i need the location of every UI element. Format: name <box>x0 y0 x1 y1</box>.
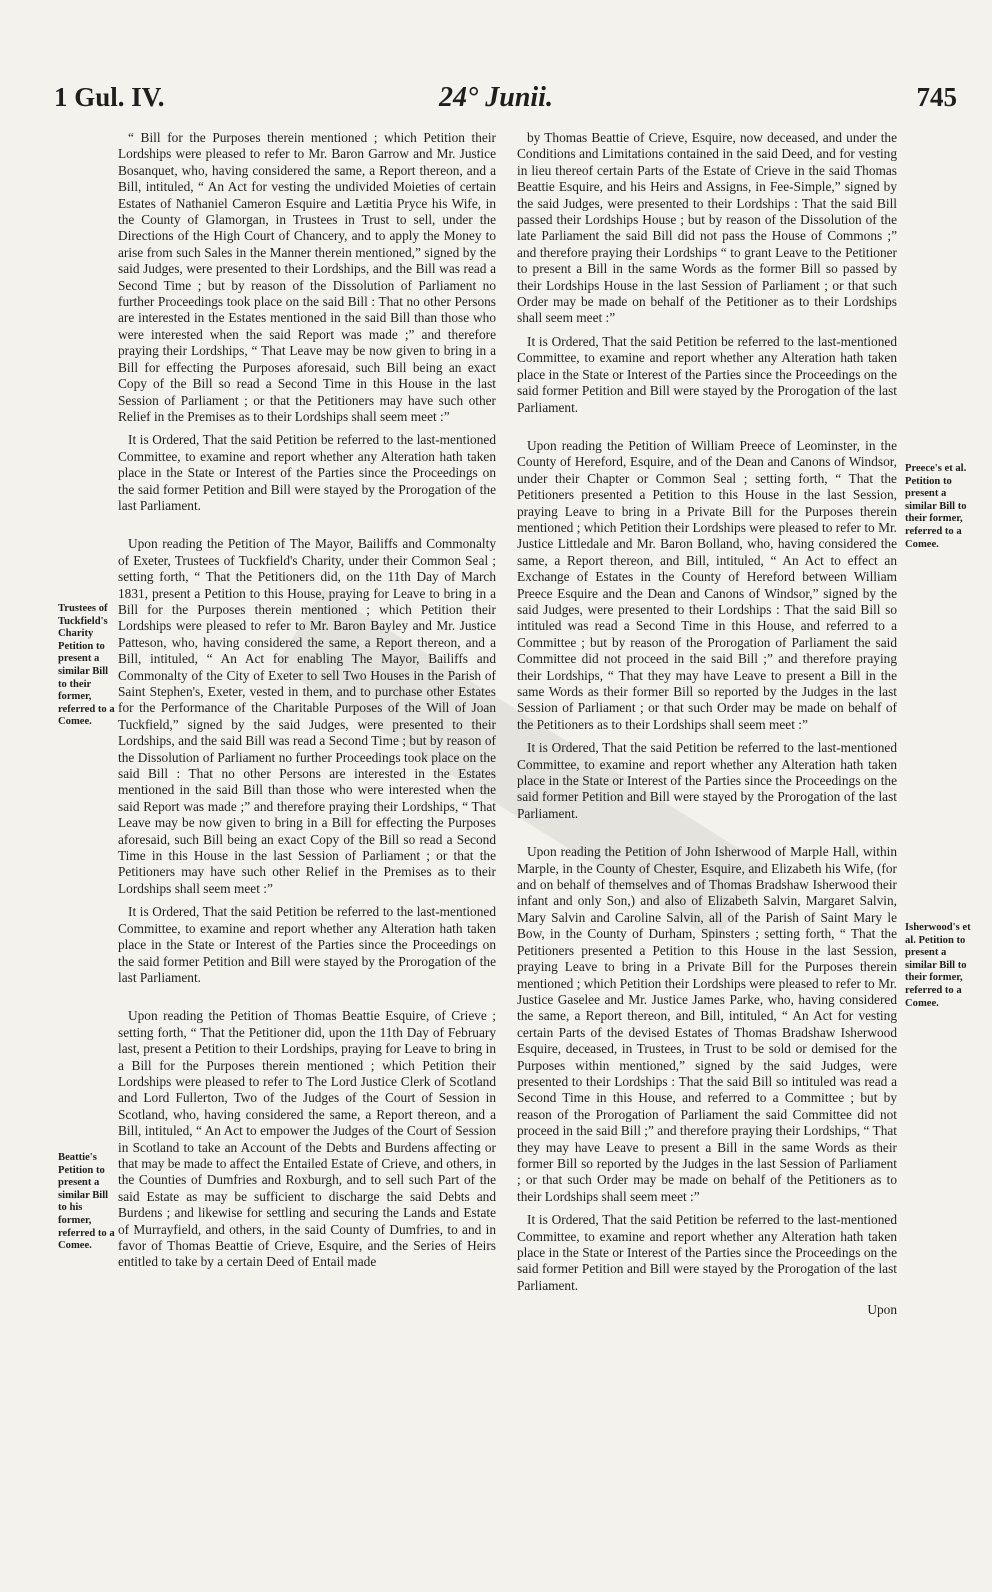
paragraph-order: It is Ordered, That the said Petition be referred to the last-mentioned Committee, to examine and report whether any Alteration hath taken place in the State or Interest of the Parties since the Proceedings on the said former Petition and Bill were stayed by the Prorogation of the last Parliament. <box>517 740 897 821</box>
paragraph-order: It is Ordered, That the said Petition be referred to the last-mentioned Committee, to examine and report whether any Alteration hath taken place in the State or Interest of the Parties since the Proceedings on the said former Petition and Bill were stayed by the Prorogation of the last Parliament. <box>517 1212 897 1293</box>
paragraph-tuckfield-petition: Upon reading the Petition of The Mayor, Bailiffs and Commonalty of Exeter, Trustees of Tuckfield's Charity, under their Common Seal ; setting forth, “ That the Petitioners did, on the 11th Day of March 1831, present a Petition to this House, praying for Leave to bring in a Bill for the Purposes therein mentioned ; which Petition their Lordships were pleased to refer to Mr. Baron Bayley and Mr. Justice Patteson, who, having considered the same, a Report thereon, and a Bill, intituled, “ An Act for enabling The Mayor, Bailiffs and Commonalty of the City of Exeter to sell Two Houses in the Parish of Saint Stephen's, Exeter, vested in them, and to purchase other Estates for the Performance of the Charitable Purposes of the Will of Joan Tuckfield,” signed by the said Judges, were presented to their Lordships, and the said Bill was read a Second Time ; but by reason of the Dissolution of Parliament no further Proceedings took place on the said Bill : That no other Persons are interested in the Estates mentioned in the said Bill than those who were interested when the said Report was made ;” and therefore praying their Lordships, “ That Leave may be now given to bring in a Bill for effecting the Purposes aforesaid, such Bill being an exact Copy of the Bill so read a Second Time in this House in the last Session of Parliament ; or that the Petitioners may have such other Relief in the Premises as to their Lordships shall seem meet :” <box>118 536 496 896</box>
paragraph-beattie-petition: Upon reading the Petition of Thomas Beattie Esquire, of Crieve ; setting forth, “ That the Petitioner did, upon the 11th Day of February last, present a Petition to their Lordships, praying for Leave to bring in a Bill for the Purposes therein mentioned ; which Petition their Lordships were pleased to refer to The Lord Justice Clerk of Scotland and Lord Fullerton, Two of the Judges of the Court of Session in Scotland, who, having considered the same, a Report thereon, and a Bill, intituled, “ An Act to empower the Judges of the Court of Session in Scotland to take an Account of the Debts and Burdens affecting or that may be made to affect the Entailed Estate of Crieve, and others, in the Counties of Dumfries and Roxburgh, and to sell such Part of the said Estate as may be sufficient to discharge the said Debts and Burdens ; and likewise for settling and securing the Lands and Estate of Murrayfield, and others, in the said County of Dumfries, to and in favor of Thomas Beattie of Crieve, Esquire, and the Series of Heirs entitled to take by a certain Deed of Entail made <box>118 1008 496 1270</box>
paragraph-order: It is Ordered, That the said Petition be referred to the last-mentioned Committee, to examine and report whether any Alteration hath taken place in the State or Interest of the Parties since the Proceedings on the said former Petition and Bill were stayed by the Prorogation of the last Parliament. <box>118 904 496 985</box>
paragraph-beattie-continued: by Thomas Beattie of Crieve, Esquire, now deceased, and under the Conditions and Limitations contained in the said Deed, and for vesting in lieu thereof certain Parts of the Estate of Crieve in the said Thomas Beattie Esquire, and his Heirs and Assigns, in Fee-Simple,” signed by the said Judges, were presented to their Lordships : That the said Bill passed their Lordships House ; but by reason of the Dissolution of the late Parliament the said Bill did not pass the House of Commons ;” and therefore praying their Lordships “ to grant Leave to the Petitioner to present a Bill in the same Words as the former Bill so passed by their Lordships House in the last Session of Parliament ; or that such Order may be made on behalf of the Petitioner as to their Lordships shall seem meet :” <box>517 130 897 326</box>
margin-note-isherwood: Isherwood's et al. Petition to present a similar Bill to their former, referred to a Comee. <box>905 922 971 1009</box>
paragraph-isherwood-petition: Upon reading the Petition of John Isherwood of Marple Hall, within Marple, in the County of Chester, Esquire, and Elizabeth his Wife, (for and on behalf of themselves and of Thomas Bradshaw Isherwood their infant and only Son,) and also of Elizabeth Salvin, Margaret Salvin, Mary Salvin and Caroline Salvin, all of the Parish of Saint Mary le Bow, in the County of Durham, Spinsters ; setting forth, “ That the Petitioners presented a Petition to this House in the last Session, praying Leave to bring in a Private Bill for the Purposes therein mentioned ; which Petition their Lordships were pleased to refer to Mr. Justice Gaselee and Mr. Justice James Parke, who, having considered the same, a Report thereon, and Bill, intituled, “ An Act for vesting certain Parts of the devised Estates of Thomas Bradshaw Isherwood Esquire, deceased, in Trustees, in Trust to be sold or demised for the Purposes within mentioned,” signed by the said Judges, were presented to their Lordships : That the said Bill so intituled was read a Second Time in this House, and referred to a Committee ; but by reason of the Prorogation of Parliament the said Committee did not proceed in the said Bill ;” and therefore praying their Lordships, “ That they may have Leave to present a Bill in the same Words as their former Bill so reported by the Judges in the last Session of Parliament ; or that such Order may be made on behalf of the Petitioners as to their Lordships shall seem meet :” <box>517 844 897 1204</box>
catchword: Upon <box>867 1302 897 1318</box>
paragraph-order: It is Ordered, That the said Petition be referred to the last-mentioned Committee, to examine and report whether any Alteration hath taken place in the State or Interest of the Parties since the Proceedings on the said former Petition and Bill were stayed by the Prorogation of the last Parliament. <box>118 432 496 513</box>
date-header: 24° Junii. <box>439 82 553 113</box>
regnal-year-header: 1 Gul. IV. <box>54 82 165 112</box>
paragraph-order: It is Ordered, That the said Petition be referred to the last-mentioned Committee, to examine and report whether any Alteration hath taken place in the State or Interest of the Parties since the Proceedings on the said former Petition and Bill were stayed by the Prorogation of the last Parliament. <box>517 333 897 415</box>
left-column <box>118 130 496 1570</box>
margin-note-beattie: Beattie's Petition to present a similar Bill to his former, referred to a Comee. <box>58 1152 115 1252</box>
paragraph-cameron-petition: “ Bill for the Purposes therein mentioned ; which Petition their Lordships were pleased to refer to Mr. Baron Garrow and Mr. Justice Bosanquet, who, having considered the same, a Report thereon, and a Bill, intituled, “ An Act for vesting the undivided Moieties of certain Estates of Nathaniel Cameron Esquire and Lætitia Pryce his Wife, in the County of Glamorgan, in Trustees in Trust to sell, under the Directions of the High Court of Chancery, and to apply the Money to arise from such Sales in the Manner therein mentioned,” signed by the said Judges, were presented to their Lordships, and the Bill was read a Second Time ; but by reason of the Dissolution of Parliament no further Proceedings took place on the said Bill : That no other Persons are interested in the Estates mentioned in the said Bill than those who were interested when the said Report was made ;” and therefore praying their Lordships, “ That Leave may be now given to bring in a Bill for effecting the Purposes aforesaid, such Bill being an exact Copy of the Bill so read a Second Time in this House in the last Session of Parliament ; or that the Petitioners may have such other Relief in the Premises as to their Lordships shall seem meet :” <box>118 130 496 424</box>
margin-note-tuckfield: Trustees of Tuckfield's Charity Petition to present a similar Bill to their former, referred to a Comee. <box>58 603 115 728</box>
margin-note-preece: Preece's et al. Petition to present a similar Bill to their former, referred to a Comee. <box>905 463 967 550</box>
right-column <box>517 130 897 1570</box>
paragraph-preece-petition: Upon reading the Petition of William Preece of Leominster, in the County of Hereford, Esquire, and of the Dean and Canons of Windsor, under their Chapter or Common Seal ; setting forth, “ That the Petitioners presented a Petition to this House in the last Session, praying Leave to bring in a Private Bill for the Purposes therein mentioned ; which Petition their Lordships were pleased to refer to Mr. Justice Littledale and Mr. Baron Bolland, who, having considered the same, a Report thereon, and Bill, intituled, “ An Act to effect an Exchange of Estates in the County of Hereford between William Preece Esquire and the Dean and Canons of Windsor,” signed by the said Judges, were presented to their Lordships : That the said Bill so intituled was read a Second Time in this House, and referred to a Committee ; but by reason of the Prorogation of Parliament the said Committee did not proceed in the said Bill ;” and therefore praying their Lordships, “ That they may have Leave to present a Bill in the same Words as their former Bill so reported by the Judges in the last Session of Parliament ; or that such Order may be made on behalf of the Petitioners as to their Lordships shall seem meet :” <box>517 437 897 732</box>
page-number: 745 <box>916 82 957 112</box>
